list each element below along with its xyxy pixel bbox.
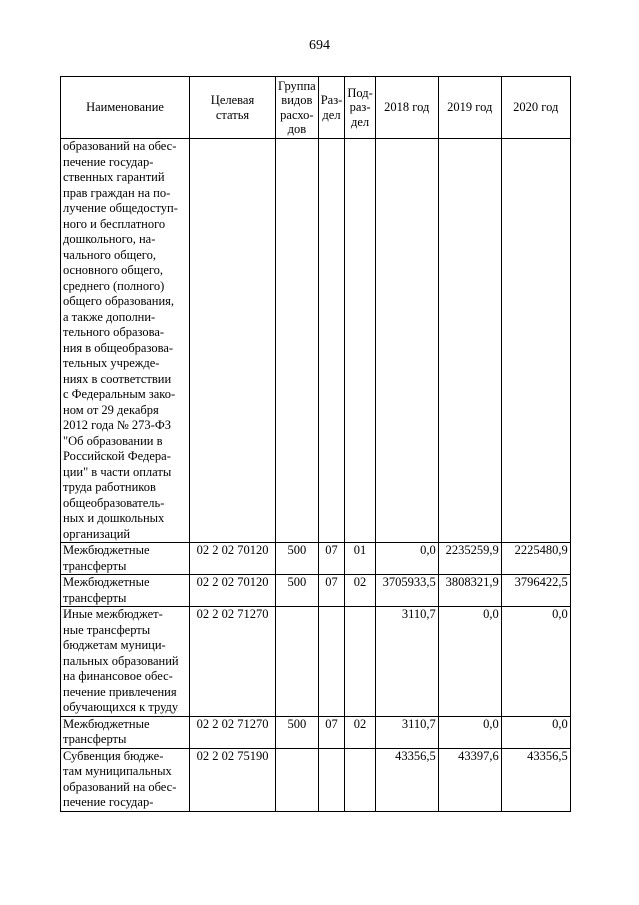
row-2020: 0,0: [501, 716, 570, 748]
row-target-code: 02 2 02 70120: [190, 575, 276, 607]
header-group: Группа видов расхо- дов: [276, 77, 319, 139]
row-group: [276, 748, 319, 811]
header-name: Наименование: [61, 77, 190, 139]
row-2020: [501, 139, 570, 543]
row-2020: 0,0: [501, 607, 570, 717]
row-target-code: 02 2 02 71270: [190, 716, 276, 748]
row-2019: 3808321,9: [438, 575, 501, 607]
row-name: Межбюджетные трансферты: [61, 716, 190, 748]
row-section: [318, 607, 345, 717]
row-2018: 3110,7: [375, 607, 438, 717]
row-target-code: 02 2 02 75190: [190, 748, 276, 811]
row-subsection: 02: [345, 716, 375, 748]
row-group: [276, 139, 319, 543]
row-section: [318, 748, 345, 811]
row-subsection: [345, 748, 375, 811]
row-subsection: 02: [345, 575, 375, 607]
table-row: [61, 139, 571, 543]
header-2019: 2019 год: [438, 77, 501, 139]
row-name: Межбюджетные трансферты: [61, 543, 190, 575]
row-target-code: 02 2 02 70120: [190, 543, 276, 575]
header-target: Целевая статья: [190, 77, 276, 139]
row-2019: 0,0: [438, 607, 501, 717]
row-2019: [438, 139, 501, 543]
header-2018: 2018 год: [375, 77, 438, 139]
row-2018: 43356,5: [375, 748, 438, 811]
table-header-row: [61, 77, 571, 139]
header-section: Раз- дел: [318, 77, 345, 139]
page-number: 694: [309, 38, 330, 53]
row-2020: 43356,5: [501, 748, 570, 811]
row-name: образований на обес- печение государ- ственных гарантий прав граждан на по- лучение общедоступ- ного и бесплатного дошкольного, на- чального общего, основного общего, среднего (полного) общего образования, а также дополни- тельного образова- ния в общеобразова- тельных учрежде- ниях в соответствии с Федеральным зако- ном от 29 декабря 2012 года № 273-ФЗ "Об образовании в Российской Федера- ции" в части оплаты труда работников общеобразователь- ных и дошкольных организаций: [61, 139, 190, 543]
row-section: 07: [318, 716, 345, 748]
row-group: 500: [276, 575, 319, 607]
row-2018: 3110,7: [375, 716, 438, 748]
table-row: [61, 748, 571, 811]
row-subsection: [345, 607, 375, 717]
row-group: 500: [276, 716, 319, 748]
row-2018: 0,0: [375, 543, 438, 575]
row-section: 07: [318, 575, 345, 607]
row-target-code: [190, 139, 276, 543]
row-subsection: 01: [345, 543, 375, 575]
row-subsection: [345, 139, 375, 543]
header-subsection: Под- раз- дел: [345, 77, 375, 139]
row-2019: 2235259,9: [438, 543, 501, 575]
row-group: [276, 607, 319, 717]
header-2020: 2020 год: [501, 77, 570, 139]
row-2018: [375, 139, 438, 543]
row-name: Иные межбюджет- ные трансферты бюджетам муници- пальных образований на финансовое обес- печение привлечения обучающихся к труду: [61, 607, 190, 717]
row-target-code: 02 2 02 71270: [190, 607, 276, 717]
table-row: [61, 607, 571, 717]
table-row: [61, 543, 571, 575]
row-2020: 2225480,9: [501, 543, 570, 575]
row-section: 07: [318, 543, 345, 575]
row-section: [318, 139, 345, 543]
row-2019: 0,0: [438, 716, 501, 748]
row-name: Субвенция бюдже- там муниципальных образований на обес- печение государ-: [61, 748, 190, 811]
row-2019: 43397,6: [438, 748, 501, 811]
row-2020: 3796422,5: [501, 575, 570, 607]
table-row: [61, 575, 571, 607]
budget-table: [60, 76, 571, 812]
row-name: Межбюджетные трансферты: [61, 575, 190, 607]
row-2018: 3705933,5: [375, 575, 438, 607]
table-row: [61, 716, 571, 748]
row-group: 500: [276, 543, 319, 575]
